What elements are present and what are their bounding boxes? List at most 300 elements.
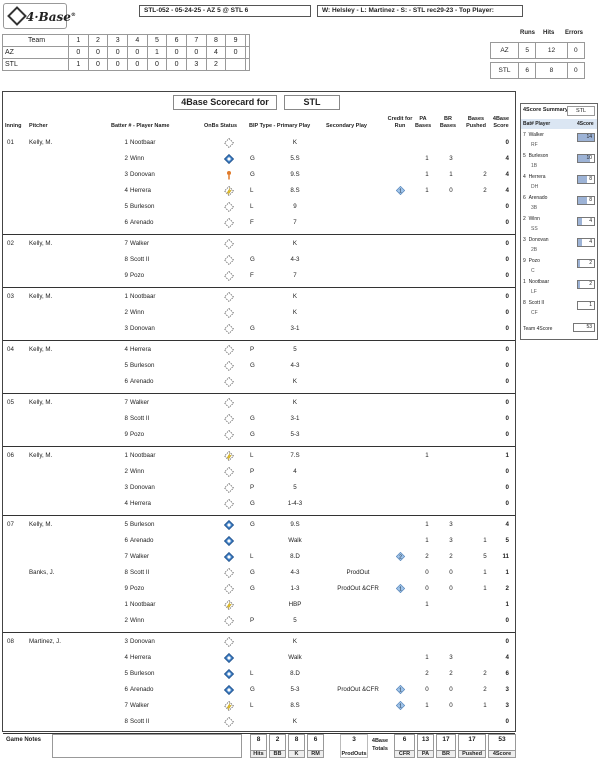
bip-type: P [250,484,255,491]
pitcher-name: Kelly, M. [29,452,53,459]
game-notes-field[interactable] [52,734,242,758]
batter-row [3,289,515,305]
col-batter: Batter # - Player Name [111,123,170,129]
primary-play: 7 [293,272,297,279]
batter-number: 6 [124,378,128,385]
br-bases: 2 [449,670,453,677]
bip-type: P [250,468,255,475]
rhe-hits: 8 [536,63,567,79]
linescore-row-home [3,59,250,71]
batter-number: 4 [124,346,128,353]
pa-bases: 0 [425,686,429,693]
batter-name: Nootbaar [130,293,156,300]
summary-player: 3 Donovan [523,237,549,243]
onbase-status-icon [224,451,234,461]
summary-position: LF [531,289,537,295]
batter-row [3,666,515,682]
batter-name: Winn [130,309,145,316]
batter-number: 7 [124,702,128,709]
onbase-status-icon [224,653,234,663]
batter-number: 2 [124,309,128,316]
summary-position: DH [531,184,539,190]
bip-type: G [250,171,255,178]
rhe-runs: 6 [519,63,536,79]
total-prodouts: 3 ProdOuts [341,736,367,757]
4base-score: 0 [505,256,509,263]
inning-number: 08 [7,638,14,645]
batter-name: Arenado [130,537,154,544]
batter-number: 3 [124,484,128,491]
inning-score: 0 [226,47,246,59]
rhe-team: AZ [491,43,519,59]
primary-play: 5 [293,346,297,353]
bip-type: G [250,256,255,263]
batter-name: Pozo [130,272,145,279]
primary-play: HBP [288,601,302,608]
inning-header: 6 [167,35,187,47]
batter-name: Herrera [130,500,151,507]
batter-number: 3 [124,638,128,645]
batter-name: Pozo [130,431,145,438]
batter-row [3,374,515,390]
total-hits: 8 Hits [250,734,267,758]
rhe-row-home [491,63,585,79]
primary-play: 9 [293,203,297,210]
summary-score-header: 4Score [577,121,594,127]
onbase-status-icon [224,600,234,610]
4base-score: 0 [505,272,509,279]
inning-header: 5 [147,35,167,47]
inning-number: 06 [7,452,14,459]
batter-name: Nootbaar [130,452,156,459]
inning-score: 3 [186,59,206,71]
pitcher-name: Kelly, M. [29,521,53,528]
br-bases: 1 [449,171,453,178]
batter-name: Scott II [130,718,150,725]
onbase-status-icon [224,536,234,546]
summary-score: 2 [577,280,595,289]
summary-header [521,119,597,129]
batter-row [3,321,515,337]
rhe-errors: 0 [567,43,584,59]
onbase-status-icon [224,138,234,148]
summary-position: 1B [531,163,538,169]
primary-play: K [292,718,298,725]
linescore-extra [245,59,249,71]
batter-number: 1 [124,139,128,146]
4base-score: 0 [505,309,509,316]
col-onbs: OnBs Status [204,123,238,129]
4base-score: 11 [502,553,509,560]
team-4score-value: 53 [573,323,595,332]
pa-bases: 1 [425,187,429,194]
inning-header: 2 [88,35,108,47]
summary-score: 14 [577,133,595,142]
credit-for-run-value: 1 [399,687,402,694]
primary-play: 4-3 [290,256,300,263]
summary-score: 8 [577,175,595,184]
summary-player-row [521,131,597,152]
pa-bases: 1 [425,171,429,178]
4base-score: 0 [505,346,509,353]
summary-player: 5 Burleson [523,153,549,159]
pitcher-name: Kelly, M. [29,399,53,406]
bip-type: G [250,362,255,369]
col-bp: Bases Pushed [466,116,486,129]
summary-position: RF [531,142,538,148]
batter-name: Donovan [130,638,155,645]
pitcher-name: Kelly, M. [29,293,53,300]
batter-number: 9 [124,585,128,592]
total-pushed: 17 Pushed [458,734,486,758]
bip-type: L [250,452,254,459]
primary-play: 1-4-3 [287,500,303,507]
onbase-status-icon [224,345,234,355]
batter-row [3,358,515,374]
credit-for-run-icon [396,701,405,710]
batter-row [3,714,515,730]
inning-score: 0 [127,59,147,71]
4base-score: 1 [505,601,509,608]
bases-pushed: 1 [483,569,487,576]
batter-name: Walker [130,399,150,406]
summary-position: CF [531,310,538,316]
inning-score: 0 [186,47,206,59]
summary-player: 2 Winn [523,216,540,222]
summary-position: C [531,268,535,274]
4base-score: 4 [505,521,509,528]
primary-play: 1-3 [290,585,300,592]
pitcher-name: Banks, J. [29,569,55,576]
inning-score: 4 [206,47,226,59]
pitcher-name: Kelly, M. [29,139,53,146]
onbase-status-icon [224,616,234,626]
batter-row [3,236,515,252]
4base-score: 6 [505,670,509,677]
batter-name: Winn [130,617,145,624]
inning-score: 0 [88,47,108,59]
bip-type: G [250,521,255,528]
inning-section [3,633,515,734]
score-summary [520,103,598,340]
br-bases: 3 [449,155,453,162]
inning-score: 0 [167,47,187,59]
4base-score: 0 [505,240,509,247]
total-4score: 53 4Score [488,734,516,758]
inning-header: 9 [226,35,246,47]
primary-play: 7.S [290,452,300,459]
br-bases: 0 [449,569,453,576]
logo-text: 4·Base® [26,10,76,24]
linescore-team-header: Team [3,35,69,47]
summary-player-row [521,299,597,320]
batter-name: Burleson [130,362,155,369]
inning-score: 0 [127,47,147,59]
br-bases: 0 [449,585,453,592]
col-pa: PA Bases [415,116,432,129]
logo-diamond-icon [7,6,27,26]
br-bases: 0 [449,686,453,693]
col-score: 4Base Score [492,116,510,129]
batter-row [3,199,515,215]
bip-type: P [250,346,255,353]
br-bases: 3 [449,537,453,544]
onbase-status-icon [224,292,234,302]
inning-number: 04 [7,346,14,353]
summary-score: 10 [577,154,595,163]
summary-score: 2 [577,259,595,268]
batter-number: 6 [124,219,128,226]
inning-number: 03 [7,293,14,300]
credit-for-run-value: 1 [399,188,402,195]
primary-play: 5-3 [290,431,300,438]
scorecard-team: STL [284,95,340,110]
pa-bases: 1 [425,654,429,661]
linescore-table [2,34,250,71]
summary-player: 1 Nootbaar [523,279,550,285]
scorecard [2,91,516,732]
batter-row [3,395,515,411]
primary-play: K [292,293,298,300]
4base-score: 0 [505,399,509,406]
primary-play: 8.D [290,670,300,677]
rhe-row-away [491,43,585,59]
onbase-status-icon [224,239,234,249]
errors-header: Errors [565,30,584,36]
4base-score: 0 [505,139,509,146]
batter-name: Herrera [130,346,151,353]
pa-bases: 1 [425,601,429,608]
onbase-status-icon [224,414,234,424]
col-pitcher: Pitcher [29,123,48,129]
batter-number: 3 [124,325,128,332]
batter-name: Walker [130,240,150,247]
summary-score: 8 [577,196,595,205]
inning-section [3,235,515,288]
onbase-status-icon [224,170,234,180]
4base-score: 0 [505,638,509,645]
bases-pushed: 1 [483,702,487,709]
batter-name: Donovan [130,325,155,332]
batter-number: 5 [124,521,128,528]
inning-number: 01 [7,139,14,146]
onbase-status-icon [224,552,234,562]
primary-play: 4-3 [290,362,300,369]
linescore-team: AZ [3,47,69,59]
4base-score: 4 [505,187,509,194]
rhe-runs: 5 [519,43,536,59]
runs-header: Runs [520,30,535,36]
batter-name: Arenado [130,378,154,385]
batter-number: 6 [124,537,128,544]
primary-play: K [292,378,298,385]
batter-number: 7 [124,553,128,560]
batter-number: 6 [124,686,128,693]
onbase-status-icon [224,186,234,196]
pitcher-name: Kelly, M. [29,346,53,353]
batter-number: 3 [124,171,128,178]
credit-for-run-value: 1 [399,586,402,593]
batter-number: 5 [124,362,128,369]
rhe-errors: 0 [567,63,584,79]
summary-score: 4 [577,238,595,247]
batter-row [3,183,515,199]
pa-bases: 0 [425,585,429,592]
4base-score: 0 [505,203,509,210]
bip-type: L [250,553,254,560]
onbase-status-icon [224,520,234,530]
batter-name: Donovan [130,484,155,491]
primary-play: 4 [293,468,297,475]
batter-name: Nootbaar [130,139,156,146]
inning-section [3,516,515,633]
batter-number: 4 [124,187,128,194]
inning-score: 0 [108,59,128,71]
batter-name: Burleson [130,521,155,528]
bip-type: G [250,431,255,438]
batter-row [3,549,515,565]
secondary-play: ProdOut [346,569,370,576]
batter-name: Herrera [130,187,151,194]
summary-position: 2B [531,247,538,253]
4base-score: 0 [505,362,509,369]
bip-type: L [250,187,254,194]
inning-number: 07 [7,521,14,528]
bip-type: G [250,155,255,162]
batter-name: Winn [130,155,145,162]
primary-play: Walk [288,654,302,661]
total-rm: 6 RM [307,734,324,758]
pa-bases: 0 [425,569,429,576]
onbase-status-icon [224,271,234,281]
credit-for-run-value: 1 [399,703,402,710]
4base-score: 0 [505,718,509,725]
4base-score: 4 [505,155,509,162]
batter-number: 8 [124,569,128,576]
onbase-status-icon [224,154,234,164]
inning-header: 1 [69,35,89,47]
batter-row [3,517,515,533]
pitcher-name: Kelly, M. [29,240,53,247]
batter-row [3,448,515,464]
batter-number: 8 [124,256,128,263]
summary-player-header: Bat# Player [523,121,551,127]
batter-row [3,167,515,183]
4base-score: 0 [505,325,509,332]
batter-row [3,268,515,284]
secondary-play: ProdOut &CFR [337,686,379,693]
pa-bases: 1 [425,521,429,528]
rhe-table [490,42,585,79]
linescore-extra [245,35,249,47]
credit-for-run-value: 2 [399,554,402,561]
bases-pushed: 1 [483,537,487,544]
bases-pushed: 2 [483,686,487,693]
br-bases: 2 [449,553,453,560]
credit-for-run-icon [396,552,405,561]
summary-title: 4Score Summary [523,107,568,113]
batter-row [3,581,515,597]
4base-score: 5 [505,537,509,544]
primary-play: K [292,638,298,645]
inning-section [3,447,515,516]
pa-bases: 2 [425,553,429,560]
col-bip: BIP Type - Primary Play [249,123,311,129]
4base-score: 0 [505,219,509,226]
total-br: 17 BR [436,734,456,758]
game-info: STL-052 - 05-24-25 - AZ 5 @ STL 6 [139,5,311,17]
batter-number: 1 [124,293,128,300]
batter-name: Burleson [130,670,155,677]
batter-number: 9 [124,272,128,279]
batter-name: Herrera [130,654,151,661]
inning-section [3,394,515,447]
summary-team: STL [567,106,595,116]
onbase-status-icon [224,467,234,477]
total-pa: 13 PA [417,734,434,758]
inning-section [3,341,515,394]
onbase-status-icon [224,218,234,228]
secondary-play: ProdOut &CFR [337,585,379,592]
bip-type: L [250,670,254,677]
linescore-header [3,35,250,47]
primary-play: 5 [293,617,297,624]
batter-name: Burleson [130,203,155,210]
4base-score: 0 [505,415,509,422]
batter-row [3,533,515,549]
inning-number: 02 [7,240,14,247]
credit-for-run-icon [396,584,405,593]
4base-score: 1 [505,569,509,576]
primary-play: Walk [288,537,302,544]
batter-number: 8 [124,415,128,422]
onbase-status-icon [224,324,234,334]
batter-row [3,427,515,443]
batter-name: Nootbaar [130,601,156,608]
batter-row [3,411,515,427]
bip-type: G [250,569,255,576]
batter-number: 4 [124,500,128,507]
batter-row [3,634,515,650]
onbase-status-icon [224,701,234,711]
bip-type: G [250,585,255,592]
onbase-status-icon [224,584,234,594]
inning-number: 05 [7,399,14,406]
bip-type: L [250,203,254,210]
summary-player-row [521,257,597,278]
batter-number: 8 [124,718,128,725]
4base-score: 3 [505,702,509,709]
credit-for-run-icon [396,685,405,694]
scorecard-title: 4Base Scorecard for [173,95,277,110]
4base-score: 0 [505,500,509,507]
inning-score: 1 [69,59,89,71]
batter-number: 9 [124,431,128,438]
linescore-row-away [3,47,250,59]
batter-row [3,480,515,496]
pitcher-name: Martinez, J. [29,638,61,645]
primary-play: 5 [293,484,297,491]
rhe-hits: 12 [536,43,567,59]
batter-row [3,252,515,268]
linescore-extra [245,47,249,59]
batter-number: 5 [124,203,128,210]
summary-position: SS [531,226,538,232]
summary-player: 6 Arenado [523,195,548,201]
inning-score: 0 [167,59,187,71]
pa-bases: 1 [425,155,429,162]
total-cfr: 6 CFR [394,734,415,758]
